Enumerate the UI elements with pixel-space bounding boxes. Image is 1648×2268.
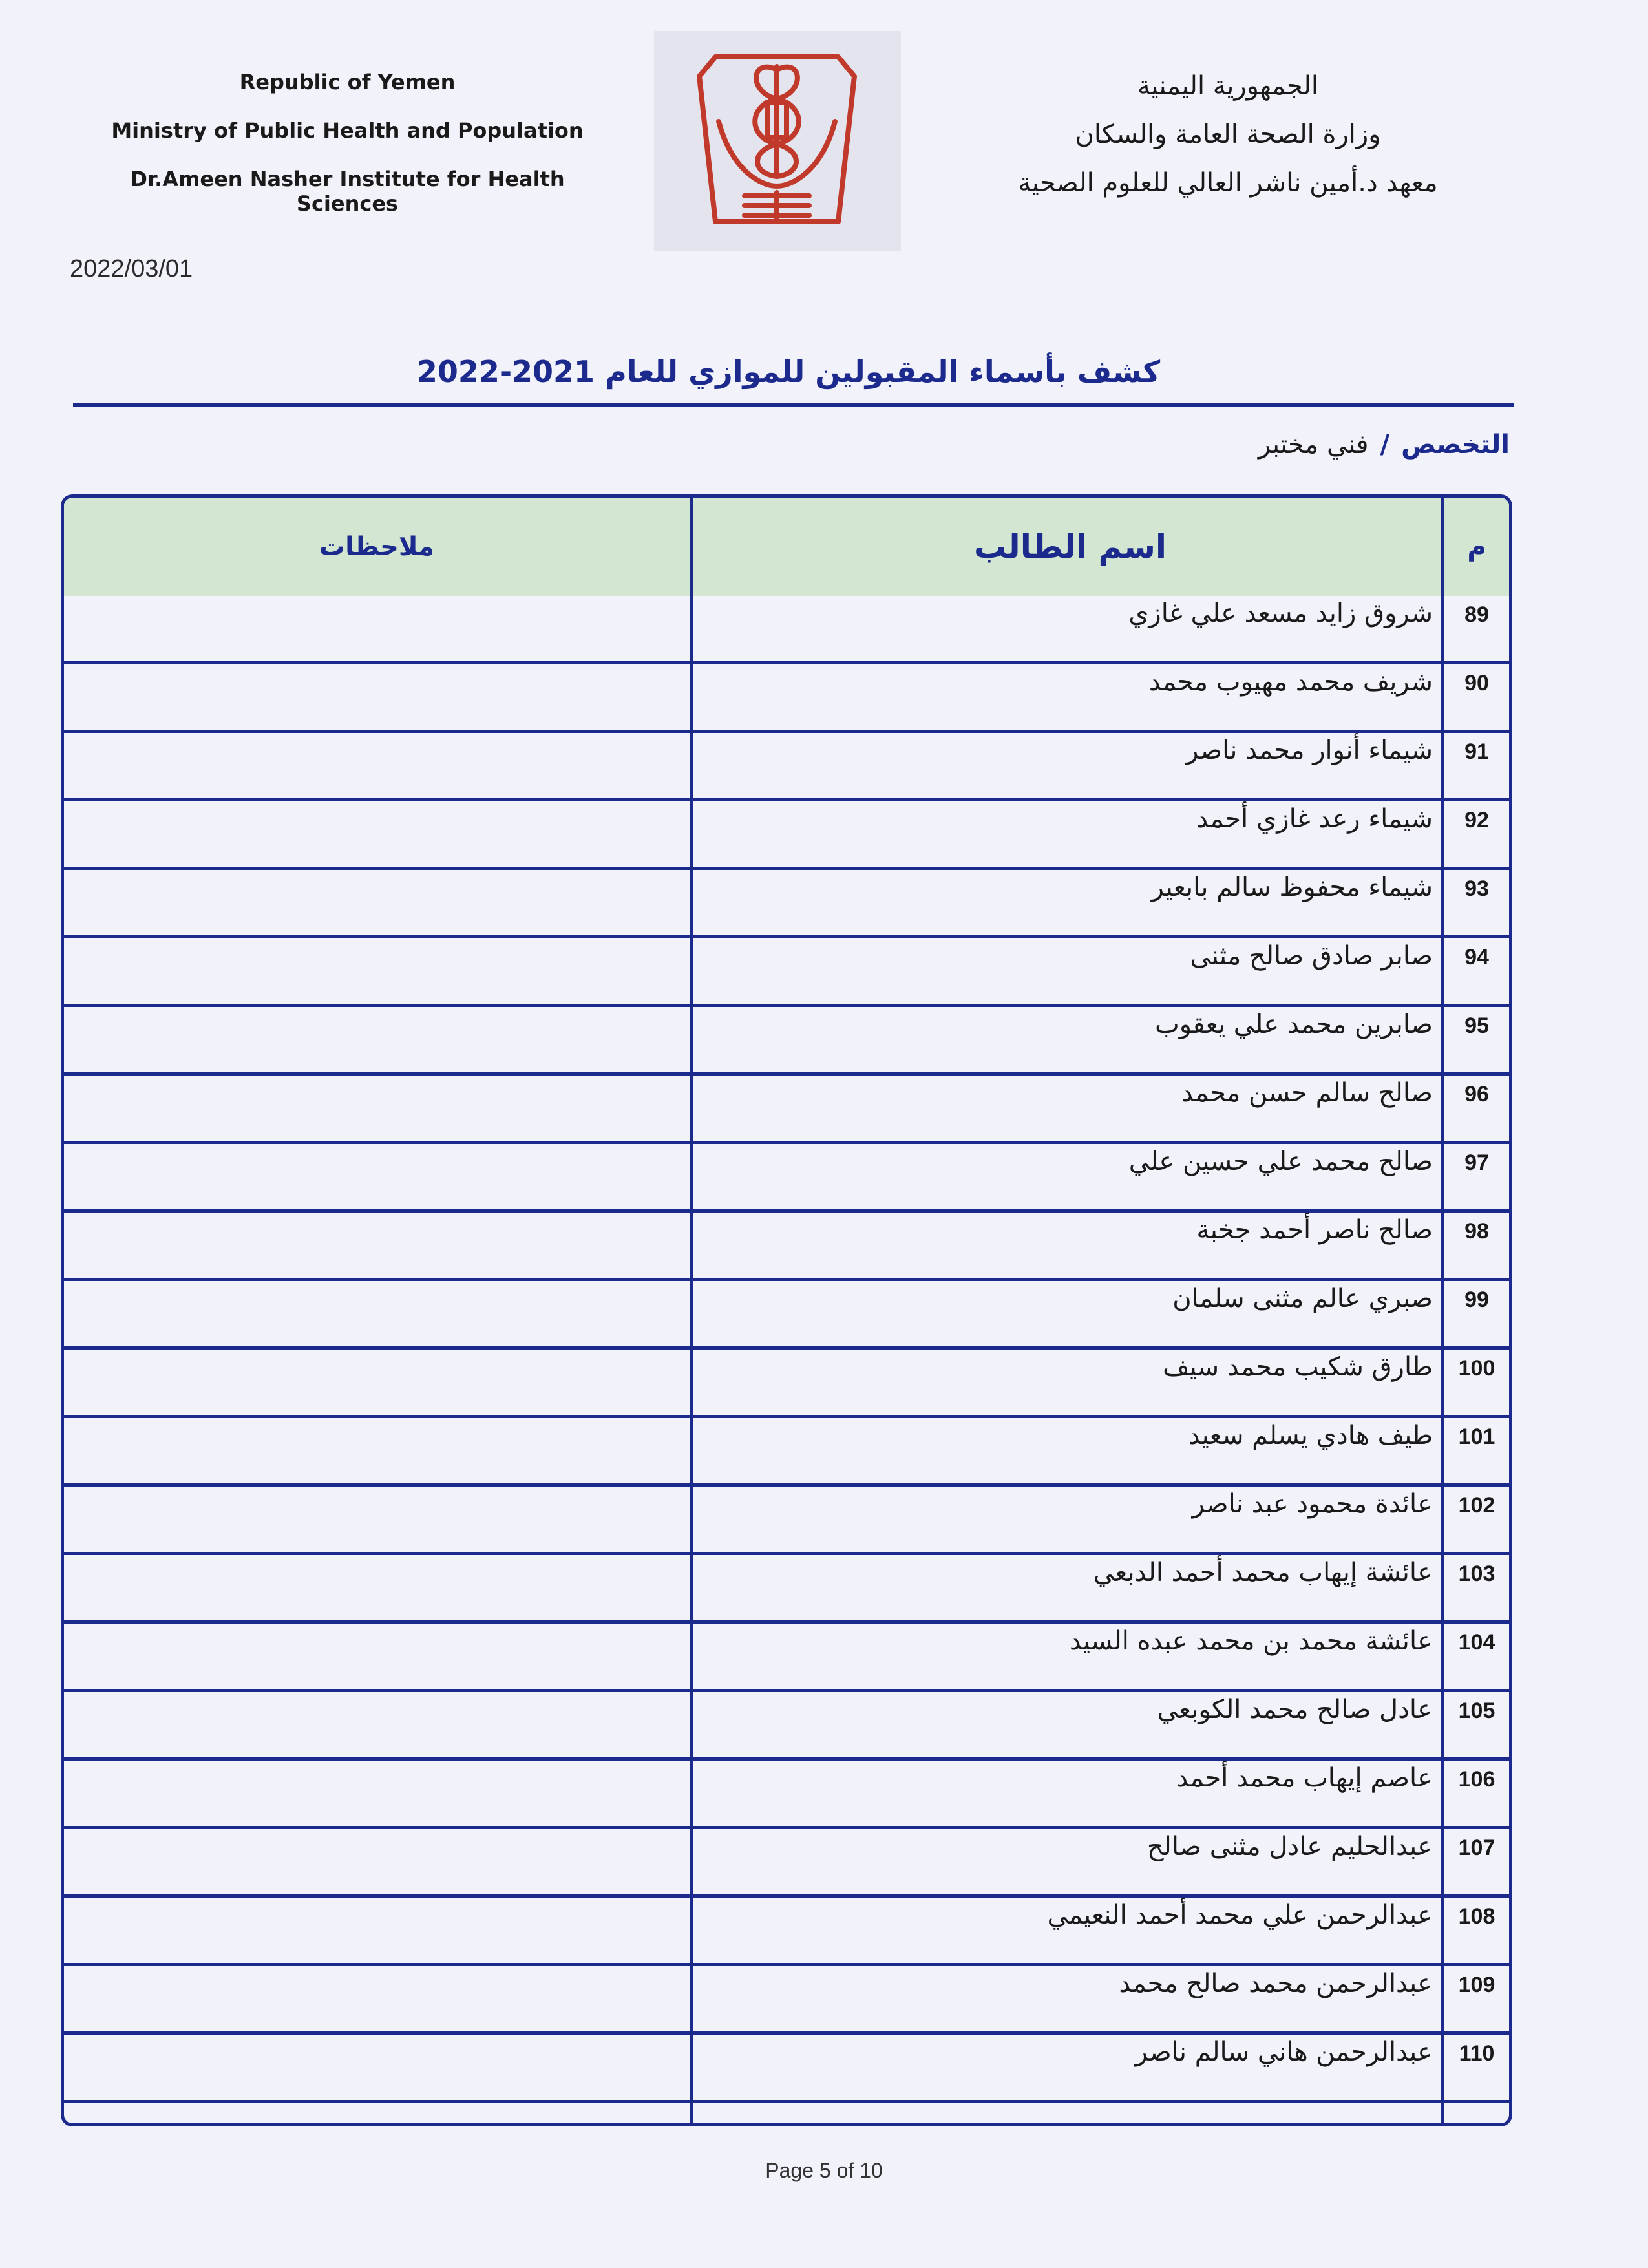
student-name: شيماء محفوظ سالم بابعير (1151, 873, 1433, 902)
table-row (64, 870, 1509, 938)
student-name: شريف محمد مهيوب محمد (1148, 667, 1433, 697)
student-name: صبري عالم مثنى سلمان (1172, 1284, 1433, 1313)
row-number: 105 (1458, 1699, 1495, 1723)
student-name: شيماء رعد غازي أحمد (1196, 804, 1433, 834)
student-name: شروق زايد مسعد علي غازي (1128, 599, 1433, 628)
specialization-value: فني مختبر (1258, 430, 1369, 460)
row-number: 91 (1464, 739, 1489, 764)
student-name: عائشة محمد بن محمد عبده السيد (1069, 1626, 1433, 1656)
row-number: 89 (1464, 602, 1489, 627)
institute-caduceus-logo-icon (654, 31, 901, 251)
page-number: Page 5 of 10 (765, 2159, 883, 2182)
table-row (64, 1898, 1509, 1966)
table-row (64, 596, 1509, 664)
header-english-line-2: Ministry of Public Health and Population (111, 118, 584, 143)
student-name: عادل صالح محمد الكوبعي (1157, 1695, 1433, 1724)
student-name: عائدة محمود عبد ناصر (1192, 1489, 1433, 1519)
specialization-label: التخصص (1401, 430, 1510, 460)
table-row (64, 2035, 1509, 2103)
student-name: شيماء أنوار محمد ناصر (1186, 736, 1433, 765)
table-row (64, 1692, 1509, 1761)
table-row (64, 1829, 1509, 1898)
student-name: صالح ناصر أحمد جخبة (1196, 1215, 1433, 1245)
students-table (61, 494, 1512, 2126)
table-row (64, 664, 1509, 733)
specialization-line (1258, 430, 1510, 460)
student-name: طارق شكيب محمد سيف (1163, 1352, 1433, 1382)
header-student-name: اسم الطالب (973, 528, 1167, 566)
row-number: 93 (1464, 876, 1489, 901)
student-name: صابرين محمد علي يعقوب (1155, 1010, 1433, 1039)
row-number: 95 (1464, 1013, 1489, 1038)
student-name: صالح سالم حسن محمد (1181, 1078, 1433, 1108)
table-row (64, 1418, 1509, 1487)
row-number: 97 (1464, 1150, 1489, 1175)
student-name: عبدالرحمن علي محمد أحمد النعيمي (1047, 1900, 1433, 1930)
header-notes: ملاحظات (319, 532, 435, 562)
table-row (64, 1144, 1509, 1213)
table-row (64, 1487, 1509, 1555)
table-row (64, 1555, 1509, 1624)
row-number: 96 (1464, 1082, 1489, 1107)
document-date: 2022/03/01 (70, 255, 193, 282)
table-row (64, 1966, 1509, 2035)
column-divider (690, 498, 693, 2123)
header-english-line-3: Dr.Ameen Nasher Institute for Health Sciences (130, 167, 565, 216)
table-row (64, 1281, 1509, 1350)
table-row (64, 733, 1509, 801)
student-name: عبدالحليم عادل مثنى صالح (1146, 1832, 1433, 1861)
header-arabic-line-2: وزارة الصحة العامة والسكان (1075, 120, 1381, 149)
table-row (64, 801, 1509, 870)
header-arabic-line-3: معهد د.أمين ناشر العالي للعلوم الصحية (1018, 168, 1438, 198)
table-header (64, 498, 1509, 596)
column-divider (1441, 498, 1444, 2123)
row-number: 110 (1459, 2041, 1495, 2066)
row-number: 106 (1458, 1767, 1495, 1792)
student-name: صالح محمد علي حسين علي (1128, 1147, 1433, 1176)
table-row (64, 1624, 1509, 1692)
row-number: 109 (1458, 1973, 1495, 1997)
student-name: عبدالرحمن محمد صالح محمد (1119, 1969, 1433, 1998)
row-number: 94 (1464, 945, 1489, 970)
table-row (64, 938, 1509, 1007)
table-row (64, 1761, 1509, 1829)
document-title: كشف بأسماء المقبولين للموازي للعام 2021-2022 (416, 354, 1161, 389)
row-number: 98 (1464, 1219, 1489, 1244)
specialization-separator: / (1380, 430, 1390, 460)
row-number: 90 (1464, 671, 1489, 695)
row-number: 103 (1458, 1562, 1495, 1586)
table-row (64, 1350, 1509, 1418)
student-name: عاصم إيهاب محمد أحمد (1176, 1763, 1433, 1793)
row-number: 99 (1464, 1288, 1489, 1312)
header-arabic-line-1: الجمهورية اليمنية (1137, 71, 1319, 101)
row-number: 107 (1458, 1836, 1495, 1860)
student-name: صابر صادق صالح مثنى (1190, 941, 1433, 971)
row-number: 102 (1458, 1493, 1495, 1518)
row-number: 100 (1458, 1356, 1495, 1381)
table-row (64, 1213, 1509, 1281)
student-name: طيف هادي يسلم سعيد (1188, 1421, 1433, 1450)
table-row (64, 1076, 1509, 1144)
student-name: عائشة إيهاب محمد أحمد الدبعي (1093, 1558, 1433, 1587)
table-row (64, 1007, 1509, 1076)
row-number: 104 (1458, 1630, 1495, 1655)
student-name: عبدالرحمن هاني سالم ناصر (1135, 2037, 1433, 2067)
row-number: 108 (1458, 1904, 1495, 1929)
row-number: 101 (1458, 1425, 1495, 1449)
title-underline (73, 403, 1514, 407)
header-number: م (1467, 532, 1486, 562)
header-english-line-1: Republic of Yemen (239, 70, 456, 94)
row-number: 92 (1464, 808, 1489, 832)
